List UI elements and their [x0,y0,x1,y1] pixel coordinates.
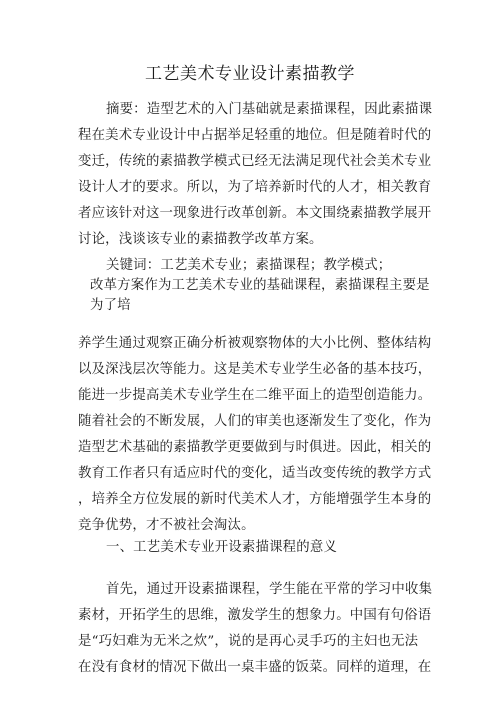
body-line: 随着社会的不断发展，人们的审美也逐渐发生了变化，作为 [78,414,432,429]
body-line: 能进一步提高美术专业学生在二维平面上的造型创造能力。 [78,388,432,403]
section-line: 在没有食材的情况下做出一桌丰盛的饭菜。同样的道理，在 [78,660,432,675]
section-line: 是“巧妇难为无米之炊”，说的是再心灵手巧的主妇也无法 [78,634,419,649]
body-line: 造型艺术基础的素描教学更要做到与时俱进。因此，相关的 [78,440,432,455]
section-line: 素材，开拓学生的思维，激发学生的想象力。中国有句俗语 [78,608,432,623]
body-line: ，培养全方位发展的新时代美术人才，方能增强学生本身的 [78,492,432,507]
body-line: 以及深浅层次等能力。这是美术专业学生必备的基本技巧， [78,362,432,377]
keywords-line: 关键词：工艺美术专业；素描课程；教学模式； [106,258,392,273]
keywords-line: 改革方案作为工艺美术专业的基础课程，素描课程主要是 [90,278,430,293]
body-line: 养学生通过观察正确分析被观察物体的大小比例、整体结构 [78,336,432,351]
abstract-line: 变迁，传统的素描教学模式已经无法满足现代社会美术专业 [78,154,432,169]
body-line: 教育工作者只有适应时代的变化，适当改变传统的教学方式 [78,466,432,481]
document-title: 工艺美术专业设计素描教学 [145,64,355,84]
abstract-line: 者应该针对这一现象进行改革创新。本文围绕素描教学展开 [78,206,432,221]
abstract-line: 程在美术专业设计中占据举足轻重的地位。但是随着时代的 [78,128,432,143]
section-heading: 一、工艺美术专业开设素描课程的意义 [106,540,338,555]
abstract-line: 讨论，浅谈该专业的素描教学改革方案。 [78,232,323,247]
body-line: 竞争优势，才不被社会淘汰。 [78,518,255,533]
abstract-line: 摘要：造型艺术的入门基础就是素描课程，因此素描课 [106,102,433,117]
keywords-line: 为了培 [90,298,131,313]
abstract-line: 设计人才的要求。所以，为了培养新时代的人才，相关教育 [78,180,432,195]
section-line: 首先，通过开设素描课程，学生能在平常的学习中收集 [106,582,433,597]
